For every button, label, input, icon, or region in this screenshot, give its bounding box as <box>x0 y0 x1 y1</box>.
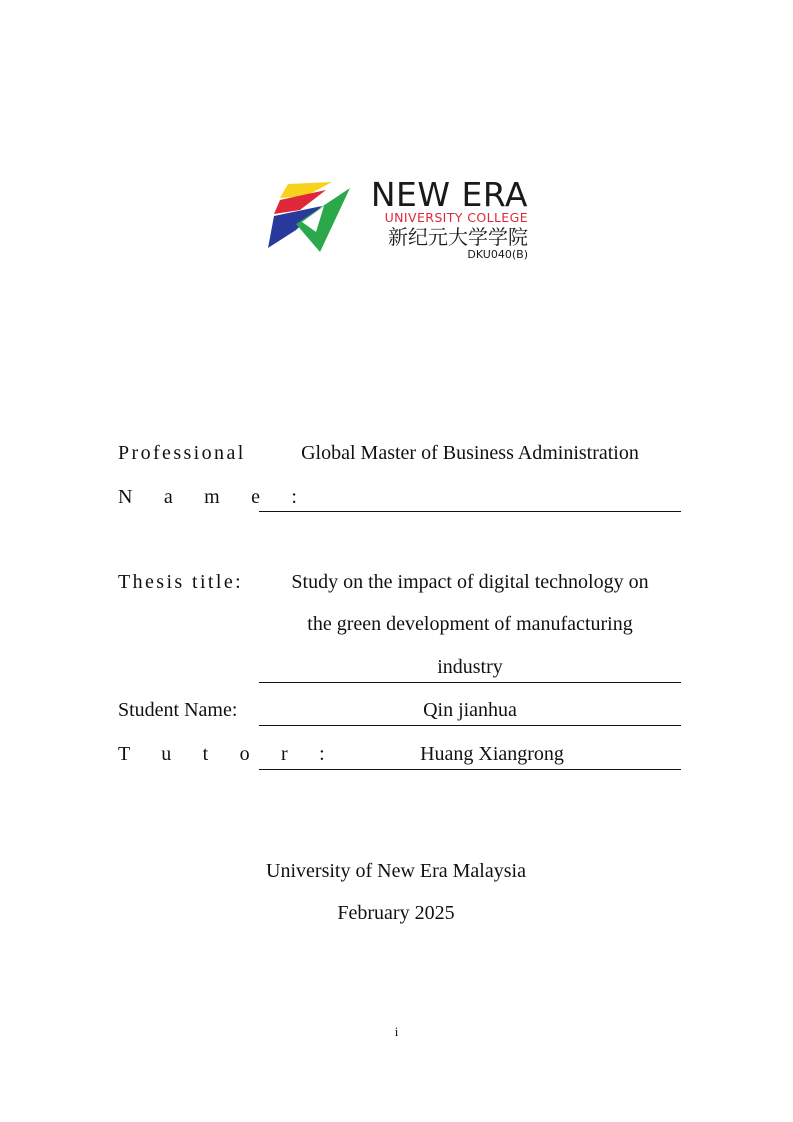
logo-chinese-name: 新纪元大学学院 <box>388 225 528 249</box>
student-name-underline <box>259 725 681 726</box>
university-name: University of New Era Malaysia <box>266 860 526 882</box>
thesis-title-line-3: industry <box>437 656 503 678</box>
submission-date: February 2025 <box>337 902 455 924</box>
thesis-title-line-1: Study on the impact of digital technology on <box>291 571 649 593</box>
logo-code: DKU040(B) <box>467 248 528 261</box>
tutor-label: T u t o r : <box>118 743 338 765</box>
logo-emblem-icon <box>266 180 356 252</box>
tutor-value: Huang Xiangrong <box>420 743 564 765</box>
student-name-value: Qin jianhua <box>423 699 517 721</box>
professional-name-value: Global Master of Business Administration <box>301 442 639 464</box>
page-number: i <box>394 1024 399 1039</box>
tutor-underline <box>259 769 681 770</box>
thesis-title-underline <box>259 682 681 683</box>
logo-subtitle: UNIVERSITY COLLEGE <box>384 210 528 225</box>
professional-name-label-line1: Professional <box>118 442 246 464</box>
professional-name-underline <box>259 511 681 512</box>
thesis-title-line-2: the green development of manufacturing <box>307 613 633 635</box>
logo-wordmark <box>350 175 528 261</box>
university-logo <box>266 175 528 270</box>
thesis-title-label: Thesis title: <box>118 571 244 593</box>
logo-name: NEW ERA <box>370 175 528 214</box>
professional-name-label-line2: N a m e : <box>118 486 311 508</box>
student-name-label: Student Name: <box>118 699 238 721</box>
